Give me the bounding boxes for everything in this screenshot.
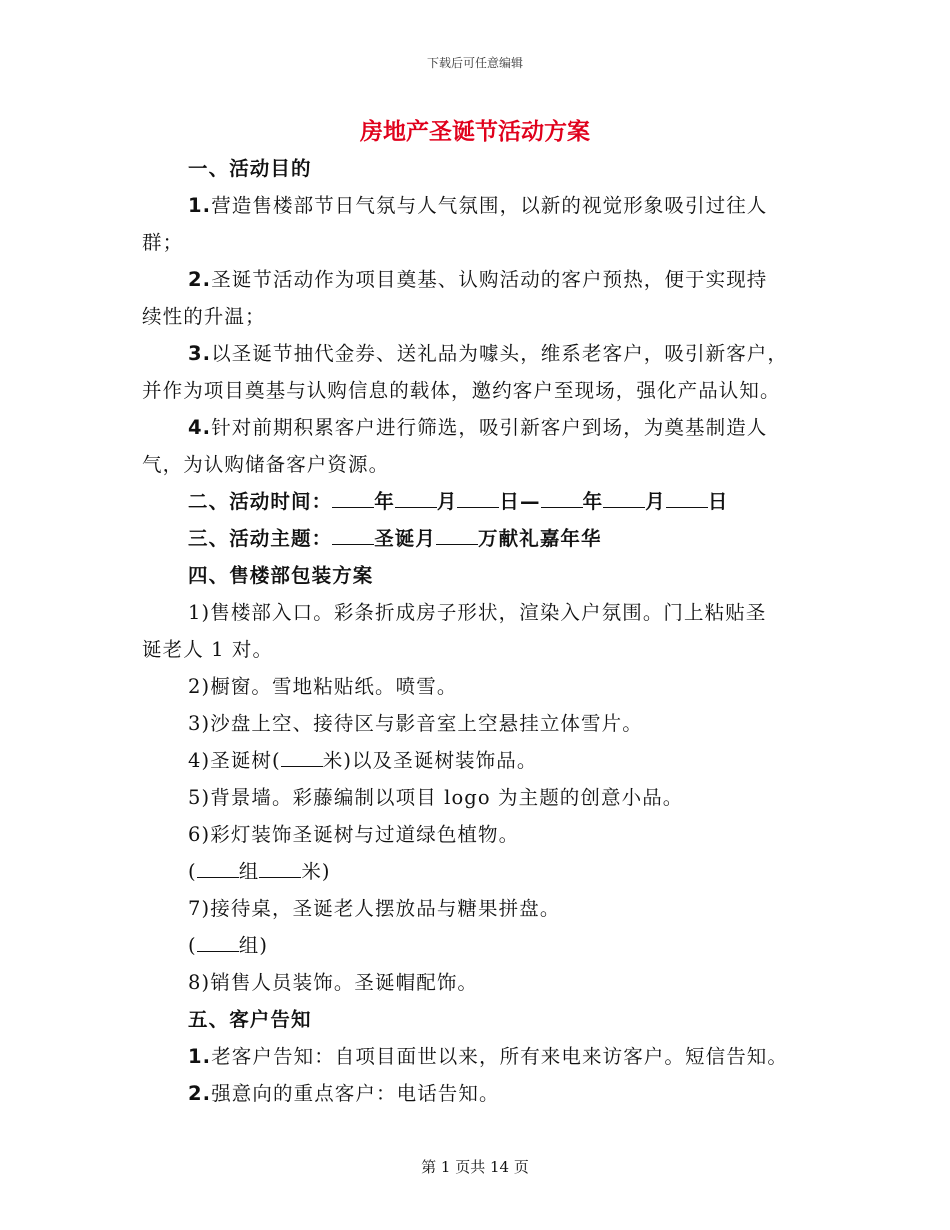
fill-blank — [541, 491, 583, 508]
decor-item-8: 8)销售人员装饰。圣诞帽配饰。 — [188, 971, 479, 994]
item-number: 2. — [188, 268, 212, 291]
header-note: 下载后可任意编辑 — [426, 56, 523, 70]
item-number: 1. — [188, 1045, 212, 1068]
decor-item-1-cont: 诞老人 1 对。 — [142, 638, 274, 661]
decor-item-3: 3)沙盘上空、接待区与影音室上空悬挂立体雪片。 — [188, 712, 643, 735]
purpose-item-3 — [142, 335, 812, 372]
decor-item-5: 5)背景墙。彩藤编制以项目 logo 为主题的创意小品。 — [188, 786, 684, 809]
item-number: 1. — [188, 194, 212, 217]
month-label: 月 — [436, 490, 458, 513]
purpose-item-1 — [142, 187, 812, 224]
page-footer: 第 1 页共 14 页 — [421, 1158, 529, 1176]
fill-blank — [197, 861, 239, 878]
fill-blank — [259, 861, 301, 878]
paren: ( — [188, 860, 197, 883]
decor-item-4 — [142, 742, 812, 779]
unit-label: 组 — [238, 860, 260, 883]
notice-item-2 — [142, 1075, 812, 1112]
year-label: 年 — [374, 490, 395, 513]
paren: ( — [188, 934, 197, 957]
month-label: 月 — [645, 490, 666, 513]
section-5-heading: 五、客户告知 — [188, 1008, 312, 1031]
section-4-heading: 四、售楼部包装方案 — [188, 564, 374, 587]
item-text: 老客户告知：自项目面世以来，所有来电来访客户。短信告知。 — [211, 1045, 788, 1068]
fill-blank — [281, 750, 323, 767]
item-number: 3. — [188, 342, 212, 365]
fill-blank — [332, 528, 374, 545]
item-number: 2. — [188, 1082, 212, 1105]
purpose-item-4-cont: 气，为认购储备客户资源。 — [142, 453, 390, 476]
year-label: 年 — [582, 490, 604, 513]
day-label: 日 — [707, 490, 729, 513]
section-3-activity-theme — [142, 520, 812, 557]
unit-label: 组) — [238, 934, 269, 957]
purpose-item-2-cont: 续性的升温； — [142, 305, 266, 328]
document-body — [142, 150, 812, 1112]
fill-blank — [666, 491, 708, 508]
notice-item-1 — [142, 1038, 812, 1075]
purpose-item-4 — [142, 409, 812, 446]
fill-blank — [603, 491, 645, 508]
fill-blank — [332, 491, 374, 508]
decor-item-2: 2)橱窗。雪地粘贴纸。喷雪。 — [188, 675, 458, 698]
item-number: 4. — [188, 416, 212, 439]
day-dash-label: 日— — [499, 490, 541, 513]
theme-part: 圣诞月 — [374, 527, 437, 550]
item-text: 4)圣诞树( — [188, 749, 281, 772]
section-1-heading: 一、活动目的 — [188, 157, 312, 180]
item-text: 营造售楼部节日气氛与人气氛围，以新的视觉形象吸引过往人 — [211, 194, 768, 217]
fill-blank — [457, 491, 499, 508]
purpose-item-2 — [142, 261, 812, 298]
decor-item-6-qty — [142, 853, 812, 890]
fill-blank — [197, 935, 239, 952]
item-text: 强意向的重点客户：电话告知。 — [211, 1082, 500, 1105]
purpose-item-3-cont: 并作为项目奠基与认购信息的载体，邀约客户至现场，强化产品认知。 — [142, 379, 781, 402]
decor-item-1: 1)售楼部入口。彩条折成房子形状，渲染入户氛围。门上粘贴圣 — [188, 601, 767, 624]
fill-blank — [436, 528, 478, 545]
section-2-activity-time — [142, 483, 812, 520]
decor-item-7: 7)接待桌，圣诞老人摆放品与糖果拼盘。 — [188, 897, 561, 920]
item-text: 针对前期积累客户进行筛选，吸引新客户到场，为奠基制造人 — [211, 416, 768, 439]
purpose-item-1-cont: 群； — [142, 231, 184, 254]
section-2-heading: 二、活动时间： — [188, 490, 333, 513]
item-text: 以圣诞节抽代金券、送礼品为噱头，维系老客户，吸引新客户， — [211, 342, 788, 365]
item-text: 米)以及圣诞树装饰品。 — [322, 749, 538, 772]
theme-part: 万献礼嘉年华 — [478, 527, 602, 550]
decor-item-6: 6)彩灯装饰圣诞树与过道绿色植物。 — [188, 823, 520, 846]
item-text: 圣诞节活动作为项目奠基、认购活动的客户预热，便于实现持 — [211, 268, 768, 291]
document-title: 房地产圣诞节活动方案 — [360, 119, 590, 145]
fill-blank — [395, 491, 437, 508]
section-3-heading: 三、活动主题： — [188, 527, 333, 550]
decor-item-7-qty — [142, 927, 812, 964]
unit-label: 米) — [301, 860, 331, 883]
